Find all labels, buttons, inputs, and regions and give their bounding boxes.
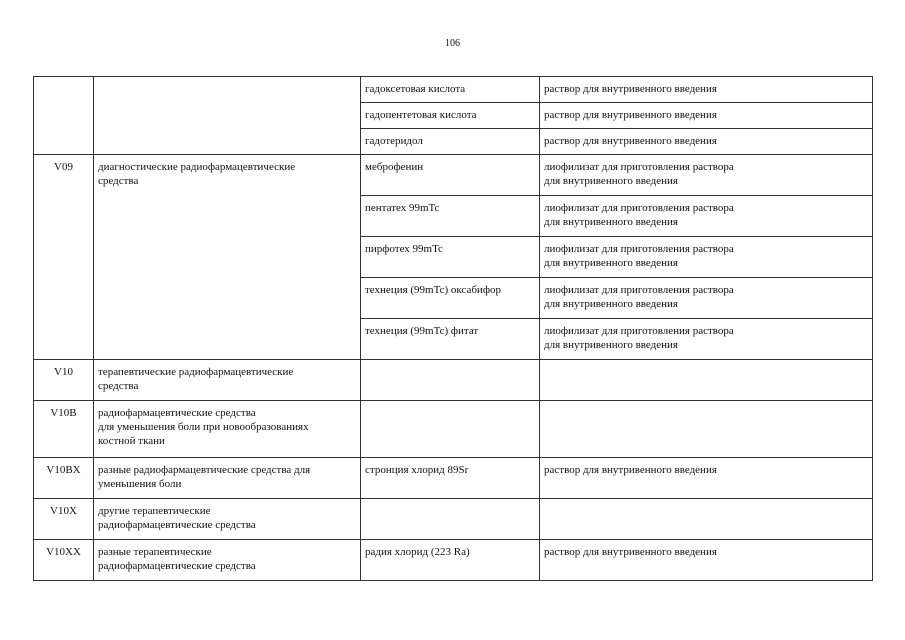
dosage-form-cell: [540, 360, 873, 401]
drug-name-cell: [361, 499, 540, 540]
table-row: [34, 77, 873, 103]
drug-name-cell: гадопентетовая кислота: [361, 103, 540, 129]
atc-code-cell: V10: [34, 360, 94, 401]
dosage-form-cell: раствор для внутривенного введения: [540, 458, 873, 499]
drug-name-cell: [361, 360, 540, 401]
atc-code-cell: V10XX: [34, 540, 94, 581]
group-cell: [94, 77, 361, 155]
drug-name-cell: технеция (99mTc) фитат: [361, 319, 540, 360]
group-cell: диагностические радиофармацевтические средства: [94, 155, 361, 360]
drug-name-cell: гадотеридол: [361, 129, 540, 155]
dosage-form-cell: [540, 401, 873, 458]
medication-table: [33, 76, 873, 581]
drug-name-cell: пентатех 99mTc: [361, 196, 540, 237]
drug-name-cell: стронция хлорид 89Sr: [361, 458, 540, 499]
dosage-form-cell: раствор для внутривенного введения: [540, 129, 873, 155]
group-cell: терапевтические радиофармацевтические средства: [94, 360, 361, 401]
drug-name-cell: технеция (99mTc) оксабифор: [361, 278, 540, 319]
drug-name-cell: гадоксетовая кислота: [361, 77, 540, 103]
atc-code-cell: V10B: [34, 401, 94, 458]
atc-code-cell: V09: [34, 155, 94, 360]
dosage-form-cell: раствор для внутривенного введения: [540, 103, 873, 129]
dosage-form-cell: [540, 499, 873, 540]
dosage-form-cell: лиофилизат для приготовления раствора для внутривенного введения: [540, 278, 873, 319]
drug-name-cell: меброфенин: [361, 155, 540, 196]
table-row: [34, 540, 873, 581]
group-cell: разные радиофармацевтические средства для уменьшения боли: [94, 458, 361, 499]
atc-code-cell: [34, 77, 94, 155]
drug-name-cell: радия хлорид (223 Ra): [361, 540, 540, 581]
dosage-form-cell: лиофилизат для приготовления раствора для внутривенного введения: [540, 237, 873, 278]
drug-name-cell: [361, 401, 540, 458]
table-row: [34, 360, 873, 401]
dosage-form-cell: лиофилизат для приготовления раствора для внутривенного введения: [540, 319, 873, 360]
group-cell: другие терапевтические радиофармацевтические средства: [94, 499, 361, 540]
dosage-form-cell: раствор для внутривенного введения: [540, 77, 873, 103]
dosage-form-cell: лиофилизат для приготовления раствора для внутривенного введения: [540, 155, 873, 196]
dosage-form-cell: раствор для внутривенного введения: [540, 540, 873, 581]
page-number: 106: [445, 38, 460, 49]
atc-code-cell: V10BX: [34, 458, 94, 499]
table-row: [34, 155, 873, 196]
table-row: [34, 499, 873, 540]
table-row: [34, 458, 873, 499]
drug-name-cell: пирфотех 99mTc: [361, 237, 540, 278]
dosage-form-cell: лиофилизат для приготовления раствора для внутривенного введения: [540, 196, 873, 237]
group-cell: радиофармацевтические средства для уменьшения боли при новообразованиях костной ткани: [94, 401, 361, 458]
table-row: [34, 401, 873, 458]
group-cell: разные терапевтические радиофармацевтические средства: [94, 540, 361, 581]
atc-code-cell: V10X: [34, 499, 94, 540]
